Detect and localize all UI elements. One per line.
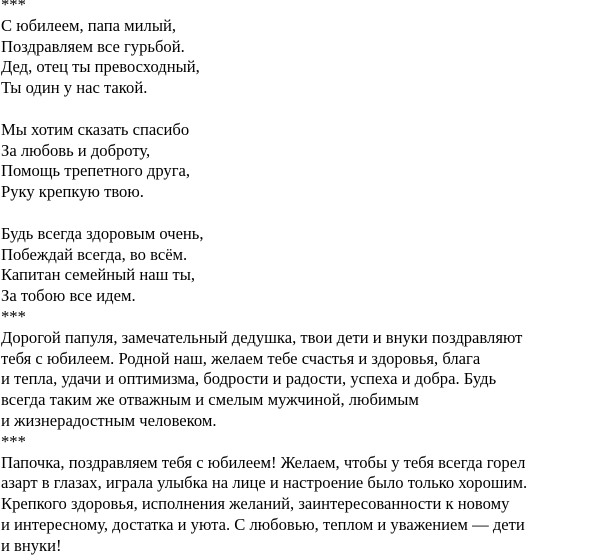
separator: *** xyxy=(1,431,26,451)
prose-line: и тепла, удачи и оптимизма, бодрости и радости, успеха и добра. Будь xyxy=(1,369,497,389)
prose-line: азарт в глазах, играла улыбка на лице и настроение было только хорошим. xyxy=(1,473,528,493)
poem-line: Капитан семейный наш ты, xyxy=(1,265,196,285)
stanza-gap xyxy=(1,203,599,224)
poem-line: Руку крепкую твою. xyxy=(1,182,144,202)
prose-line: и интересному, достатка и уюта. С любовью, теплом и уважением — дети xyxy=(1,514,525,534)
poem-line: Помощь трепетного друга, xyxy=(1,161,191,181)
prose-line: Крепкого здоровья, исполнения желаний, заинтересованности к новому xyxy=(1,494,510,514)
stanza-gap xyxy=(1,99,599,120)
poem-line: Мы хотим сказать спасибо xyxy=(1,119,190,139)
poem-line: Ты один у нас такой. xyxy=(1,78,148,98)
prose-line: тебя с юбилеем. Родной наш, желаем тебе счастья и здоровья, блага xyxy=(1,348,481,368)
prose-line: Дорогой папуля, замечательный дедушка, твои дети и внуки поздравляют xyxy=(1,327,523,347)
greetings-document xyxy=(1,0,599,557)
prose-line: всегда таким же отважным и смелым мужчиной, любимым xyxy=(1,390,419,410)
prose-paragraph-2 xyxy=(1,453,599,557)
separator: *** xyxy=(1,0,26,14)
poem-line: Побеждай всегда, во всём. xyxy=(1,244,188,264)
prose-line: и жизнерадостным человеком. xyxy=(1,410,217,430)
poem-line: С юбилеем, папа милый, xyxy=(1,15,177,35)
prose-line: Папочка, поздравляем тебя с юбилеем! Желаем, чтобы у тебя всегда горел xyxy=(1,452,526,472)
separator: *** xyxy=(1,306,26,326)
poem-line: Дед, отец ты превосходный, xyxy=(1,57,200,77)
prose-line: и внуки! xyxy=(1,535,62,555)
poem-line: За любовь и доброту, xyxy=(1,140,151,160)
poem-line: Будь всегда здоровым очень, xyxy=(1,223,204,243)
poem-stanza-2 xyxy=(1,120,599,203)
poem-line: Поздравляем все гурьбой. xyxy=(1,36,185,56)
poem-stanza-3 xyxy=(1,224,599,307)
poem-stanza-1 xyxy=(1,16,599,99)
poem-line: За тобою все идем. xyxy=(1,286,136,306)
prose-paragraph-1 xyxy=(1,328,599,432)
